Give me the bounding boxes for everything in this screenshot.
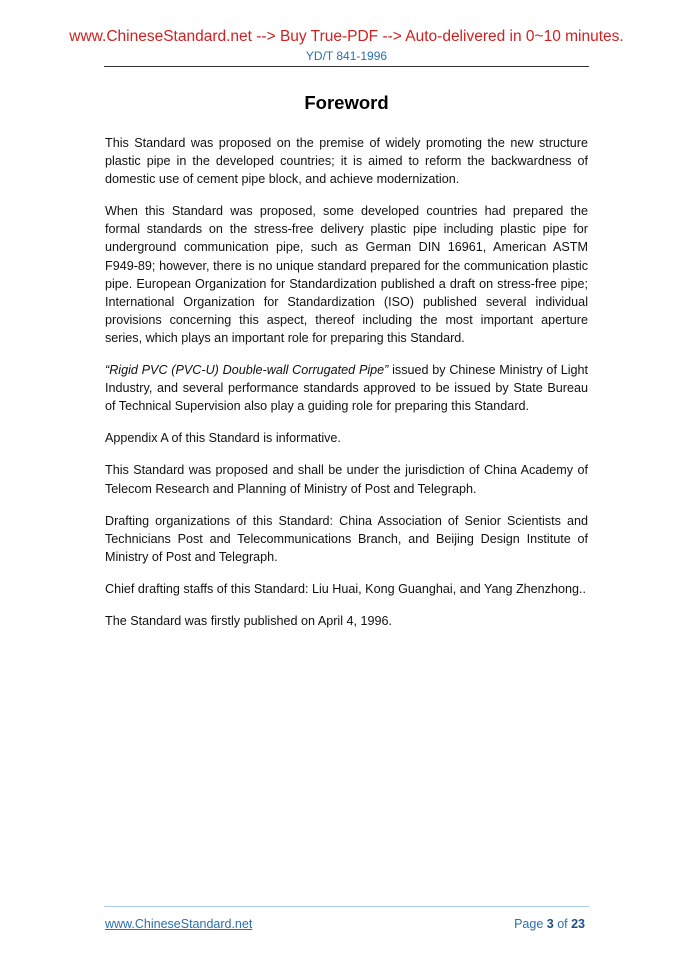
paragraph: Appendix A of this Standard is informative. (105, 431, 341, 446)
page-current: 3 (546, 917, 554, 931)
document-body (105, 134, 588, 644)
page-of-label: of (553, 917, 572, 931)
paragraph: When this Standard was proposed, some developed countries had prepared the formal standards on the stress-free delivery plastic pipe including plastic pipe for underground communication pipe, such as German DIN 16961, American ASTM F949-89; however, there is no unique standard prepared for the communication plastic pipe. European Organization for Standardization published a draft on stress-free pipe; International Organization for Standardization (ISO) published several individual provisions concerning this aspect, thereof including the most important aperture series, which plays an important role for preparing this Standard. (105, 204, 588, 345)
page-number (514, 917, 585, 931)
paragraph: Drafting organizations of this Standard: China Association of Senior Scientists and Technicians Post and Telecommunications Branch, and Beijing Design Institute of Ministry of Post and Telegraph. (105, 513, 588, 564)
paragraph: The Standard was firstly published on April 4, 1996. (105, 613, 393, 628)
page-label: Page (514, 917, 547, 931)
promo-banner[interactable]: www.ChineseStandard.net --> Buy True-PDF --> Auto-delivered in 0~10 minutes. (69, 28, 624, 45)
footer-divider (104, 906, 589, 907)
page-total: 23 (571, 917, 585, 931)
footer-website-link[interactable]: www.ChineseStandard.net (105, 917, 253, 931)
standard-code: YD/T 841-1996 (305, 49, 388, 63)
header-divider (104, 66, 589, 67)
document-title-italic: “Rigid PVC (PVC-U) Double-wall Corrugated Pipe” (105, 363, 389, 378)
paragraph: Chief drafting staffs of this Standard: Liu Huai, Kong Guanghai, and Yang Zhenzhong.. (105, 581, 586, 596)
paragraph: This Standard was proposed on the premise of widely promoting the new structure plastic pipe in the developed countries; it is aimed to reform the backwardness of domestic use of cement pipe block, and achieve modernization. (105, 136, 588, 187)
page-title: Foreword (304, 92, 389, 113)
paragraph: This Standard was proposed and shall be under the jurisdiction of China Academy of Telecom Research and Planning of Ministry of Post and Telegraph. (105, 463, 588, 496)
paragraph (105, 361, 588, 415)
paragraph-text: issued by Chinese Ministry of Light Industry, and several performance standards approved to be issued by State Bureau of Technical Supervision also play a guiding role for preparing this Standard. (105, 363, 589, 414)
